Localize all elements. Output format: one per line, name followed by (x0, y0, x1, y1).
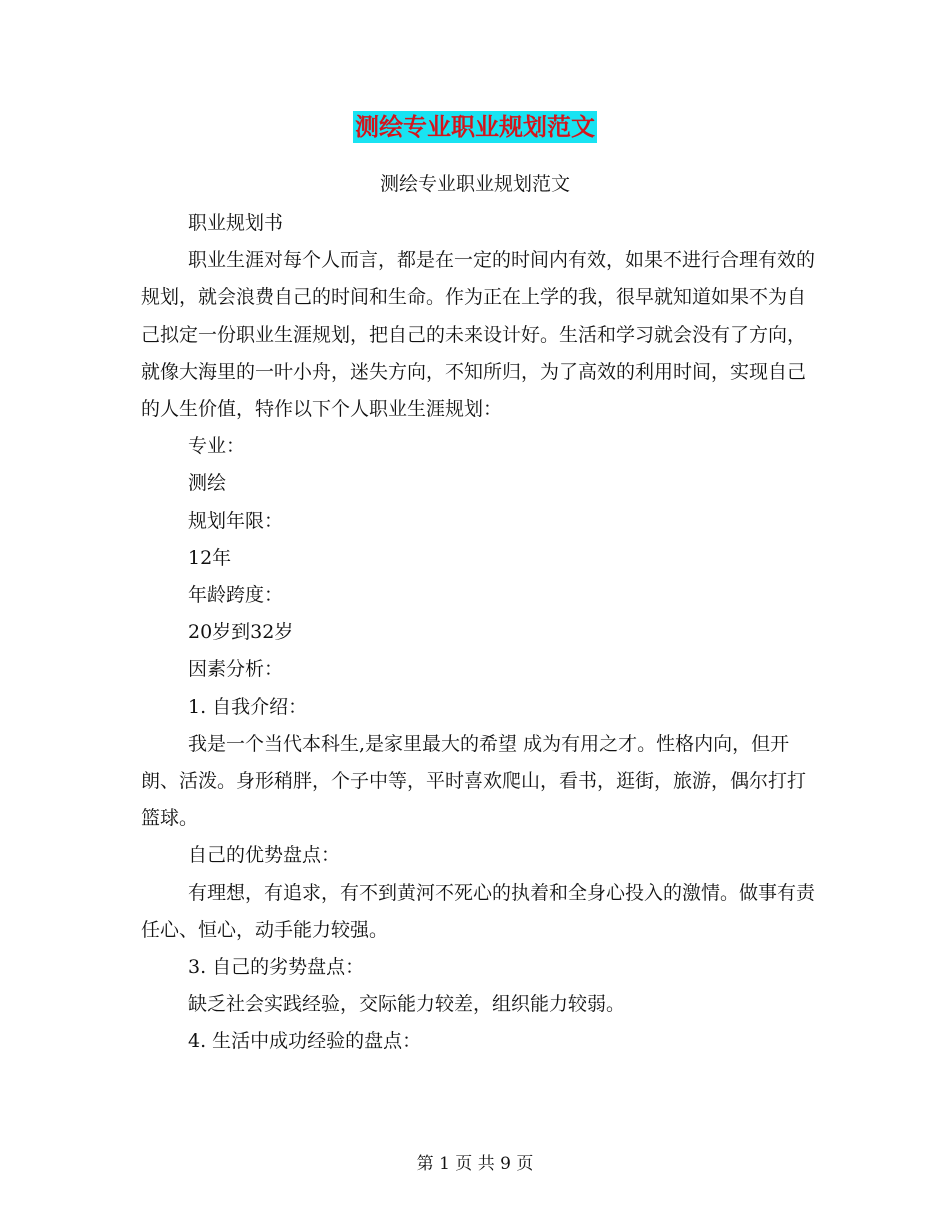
paragraph: 3. 自己的劣势盘点： (188, 956, 365, 979)
paragraph: 有理想，有追求，有不到黄河不死心的执着和全身心投入的激情。做事有责任心、恒心，动手能力较强。 (141, 881, 816, 941)
page-footer: 第 1 页 共 9 页 (416, 1154, 534, 1174)
paragraph: 4. 生活中成功经验的盘点： (188, 1030, 422, 1053)
paragraph: 年龄跨度： (188, 584, 284, 607)
paragraph: 缺乏社会实践经验，交际能力较差，组织能力较弱。 (188, 993, 626, 1016)
paragraph: 测绘 (188, 472, 227, 495)
paragraph: 20岁到32岁 (188, 621, 294, 644)
document-subtitle: 测绘专业职业规划范文 (379, 173, 570, 195)
paragraph: 我是一个当代本科生,是家里最大的希望 成为有用之才。性格内向，但开朗、活泼。身形稍胖，个子中等，平时喜欢爬山，看书，逛街，旅游，偶尔打打篮球。 (141, 732, 807, 830)
document-title-text: 测绘专业职业规划范文 (355, 113, 595, 141)
document-body (141, 205, 821, 1061)
document-title (0, 111, 950, 143)
paragraph: 职业规划书 (188, 212, 284, 234)
paragraph: 规划年限： (188, 509, 284, 532)
paragraph: 因素分析： (188, 658, 284, 681)
paragraph: 12年 (188, 546, 232, 569)
paragraph: 专业： (188, 435, 246, 458)
paragraph: 1. 自我介绍： (188, 695, 308, 718)
paragraph: 职业生涯对每个人而言，都是在一定的时间内有效，如果不进行合理有效的规划，就会浪费自己的时间和生命。作为正在上学的我，很早就知道如果不为自己拟定一份职业生涯规划，把自己的未来设计好。生活和学习就会没有了方向，就像大海里的一叶小舟，迷失方向，不知所归，为了高效的利用时间，实现自己的人生价值，特作以下个人职业生涯规划： (141, 249, 816, 421)
paragraph: 自己的优势盘点： (188, 844, 341, 867)
